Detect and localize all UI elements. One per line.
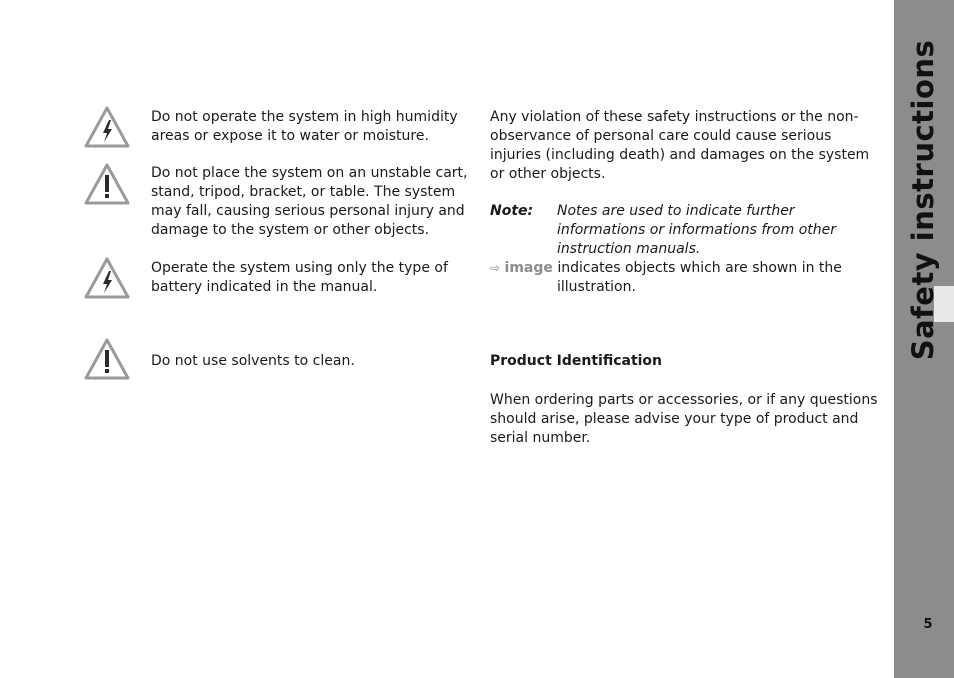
image-keyword: image — [504, 260, 553, 276]
violation-text: Any violation of these safety instructions or the non-observance of personal care could cause serious injuries (including death) and damages on the system or other objects. — [490, 109, 870, 182]
note-text: Notes are used to indicate further informations or informations from other instruction manuals. — [557, 203, 836, 257]
lightning-warning-icon — [84, 257, 130, 299]
unstable-cart-warning-text: Do not place the system on an unstable cart, stand, tripod, bracket, or table. The system may fall, causing serious personal injury and damage to the system or other objects. — [151, 165, 468, 238]
lightning-warning-icon — [84, 106, 130, 148]
right-arrow-icon: ⇨ — [490, 261, 501, 275]
image-legend-continuation: illustration. — [557, 279, 636, 295]
image-legend-text: indicates objects which are shown in the — [557, 260, 842, 276]
exclamation-warning-icon — [84, 163, 130, 205]
battery-warning-text: Operate the system using only the type of battery indicated in the manual. — [151, 260, 448, 295]
solvents-warning-text: Do not use solvents to clean. — [151, 353, 355, 369]
product-identification-heading: Product Identification — [490, 353, 663, 369]
ordering-text: When ordering parts or accessories, or if any questions should arise, please advise your type of product and serial number. — [490, 392, 878, 446]
image-legend-line — [490, 259, 842, 278]
humidity-warning-text: Do not operate the system in high humidity areas or expose it to water or moisture. — [151, 109, 458, 144]
sidebar-title: Safety instructions — [906, 39, 940, 361]
page-number: 5 — [923, 617, 933, 632]
note-label: Note: — [490, 203, 534, 219]
exclamation-warning-icon — [84, 338, 130, 380]
